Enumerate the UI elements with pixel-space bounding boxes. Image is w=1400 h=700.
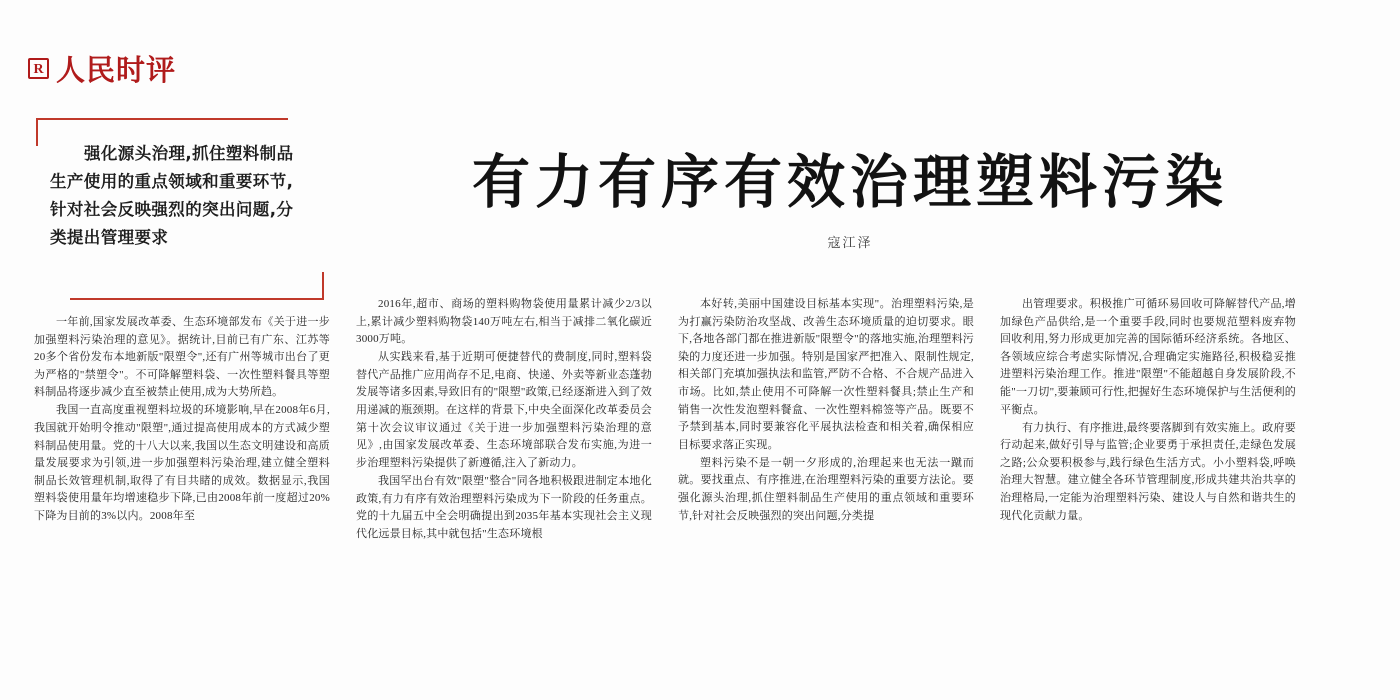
paragraph: 有力执行、有序推进,最终要落脚到有效实施上。政府要行动起来,做好引导与监管;企业要勇于承担责任,走绿色发展之路;公众要积极参与,践行绿色生活方式。小小塑料袋,呼唤治理大智慧。建立健全各环节管理制度,形成共建共治共享的治理格局,一定能为治理塑料污染、建设人与自然和谐共生的现代化贡献力量。	[1000, 421, 1296, 522]
article-column-3	[678, 296, 974, 682]
masthead-title: 人民时评	[56, 53, 177, 87]
article-column-1	[34, 296, 330, 682]
pull-quote-rule-left	[36, 118, 38, 146]
masthead	[28, 48, 176, 89]
paragraph: 塑料污染不是一朝一夕形成的,治理起来也无法一蹴而就。要找重点、有序推进,在治理塑料污染的重要方法论。要强化源头治理,抓住塑料制品生产使用的重点领域和重要环节,针对社会反映强烈的突出问题,分类提	[678, 456, 974, 522]
paragraph: 一年前,国家发展改革委、生态环境部发布《关于进一步加强塑料污染治理的意见》。据统计,目前已有广东、江苏等20多个省份发布本地新版"限塑令",还有广州等城市出台了更为严格的"禁塑令"。不可降解塑料袋、一次性塑料餐具等塑料制品将逐步减少直至被禁止使用,成为大势所趋。	[34, 316, 330, 399]
paragraph: 本好转,美丽中国建设目标基本实现"。治理塑料污染,是为打赢污染防治攻坚战、改善生态环境质量的迫切要求。眼下,各地各部门都在推进新版"限塑令"的落地实施,治理塑料污染的力度还进一步加强。特别是国家严把准入、限制性规定,相关部门充填加强执法和监管,严防不合格、不合规产品进入市场。比如,禁止使用不可降解一次性塑料餐具;禁止生产和销售一次性发泡塑料餐盒、一次性塑料棉签等产品。既要不予禁到基本,同时要兼容化平展执法检查和相关着,确保相应目标要求落正实现。	[678, 298, 974, 451]
article-body	[34, 296, 1370, 682]
pull-quote-rule-top	[36, 118, 288, 120]
paragraph: 2016年,超市、商场的塑料购物袋使用量累计减少2/3以上,累计减少塑料购物袋140万吨左右,相当于减排二氧化碳近3000万吨。	[356, 298, 652, 346]
pull-quote-text: 强化源头治理,抓住塑料制品生产使用的重点领域和重要环节,针对社会反映强烈的突出问题,分类提出管理要求	[50, 144, 294, 247]
article-column-4	[1000, 296, 1296, 682]
page-title: 有力有序有效治理塑料污染	[471, 148, 1228, 216]
paragraph: 从实践来看,基于近期可便捷替代的费制度,同时,塑料袋替代产品推广应用尚存不足,电商、快递、外卖等新业态蓬勃发展等诸多因素,导致旧有的"限塑"政策,已经逐渐进入到了效用递减的瓶颈期。在这样的背景下,中央全面深化改革委员会第十次会议审议通过《关于进一步加强塑料污染治理的意见》,由国家发展改革委、生态环境部联合发布实施,为进一步治理塑料污染提供了新遵循,注入了新动力。	[356, 351, 652, 469]
paragraph: 出管理要求。积极推广可循环易回收可降解替代产品,增加绿色产品供给,是一个重要手段,同时也要规范塑料废弃物回收利用,努力形成更加完善的国际循环经济系统。各地区、各领域应综合考虑实际情况,合理确定实施路径,积极稳妥推进塑料污染治理工作。推进"限塑"不能超越自身发展阶段,不能"一刀切",要兼顾可行性,把握好生态环境保护与生活便利的平衡点。	[1000, 298, 1296, 416]
byline: 寇江泽	[827, 235, 873, 250]
paragraph: 我国罕出台有效"限塑"整合"同各地积极跟进制定本地化政策,有力有序有效治理塑料污染成为下一阶段的任务重点。党的十九届五中全会明确提出到2035年基本实现社会主义现代化远景目标,其中就包括"生态环境根	[356, 474, 652, 540]
pull-quote	[34, 118, 324, 300]
peoples-daily-logo-icon: R	[28, 58, 49, 79]
article-column-2	[356, 296, 652, 682]
paragraph: 我国一直高度重视塑料垃圾的环境影响,早在2008年6月,我国就开始明令推动"限塑",通过提高使用成本的方式减少塑料制品使用量。党的十八大以来,我国以生态文明建设和高质量发展要求为引领,进一步加强塑料污染治理,建立健全塑料制品长效管理机制,取得了有目共睹的成效。数据显示,我国塑料袋使用量年均增速稳步下降,已由2008年前一度超过20%下降为目前的3%以内。2008年至	[34, 404, 330, 523]
